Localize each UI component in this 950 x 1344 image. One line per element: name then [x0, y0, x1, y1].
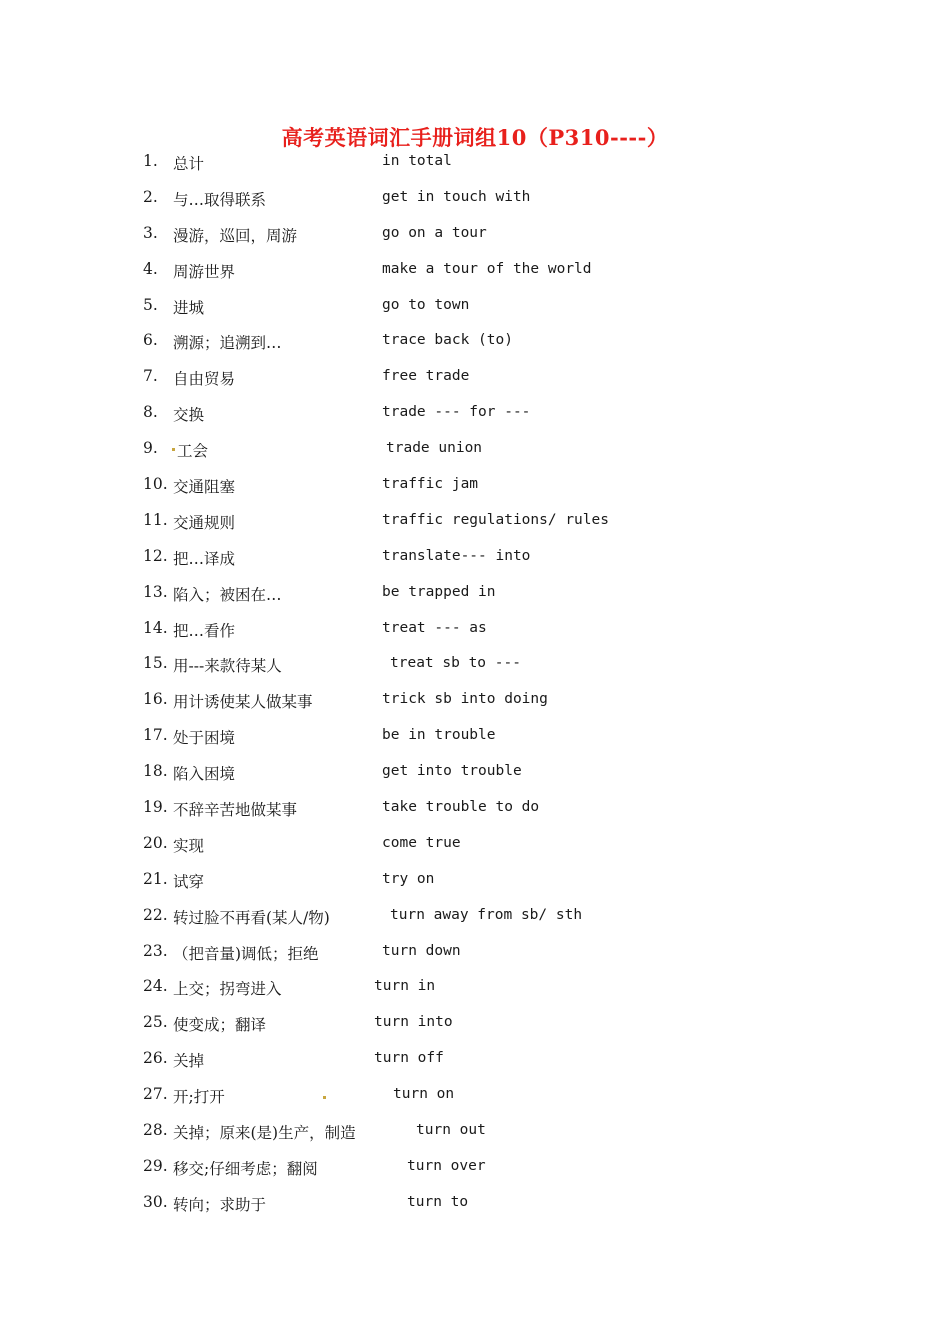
chinese-meaning: 把…看作 [173, 621, 236, 640]
chinese-meaning: 交通阻塞 [173, 478, 236, 497]
english-phrase: trick sb into doing [382, 691, 548, 708]
english-phrase: take trouble to do [382, 799, 540, 816]
list-item [0, 144, 950, 180]
chinese-meaning: 进城 [173, 298, 205, 317]
item-number: 10. [143, 475, 168, 494]
item-number: 24. [143, 977, 168, 996]
english-phrase: make a tour of the world [382, 260, 592, 277]
item-number: 9. [143, 439, 158, 458]
list-item [0, 934, 950, 970]
document-title: 高考英语词汇手册词组10（P310----） [281, 125, 669, 150]
english-phrase: turn down [382, 942, 461, 959]
item-number: 18. [143, 762, 168, 781]
list-item [0, 1077, 950, 1113]
chinese-meaning: （把音量)调低；拒绝 [173, 944, 319, 963]
english-phrase: be in trouble [382, 727, 496, 744]
list-item [0, 503, 950, 539]
chinese-meaning: 自由贸易 [173, 370, 236, 389]
item-number: 3. [143, 223, 158, 242]
list-item [0, 1149, 950, 1185]
english-phrase: turn into [374, 1014, 453, 1031]
chinese-meaning: 开;打开 [173, 1088, 225, 1107]
stray-mark [323, 1096, 326, 1099]
chinese-meaning: 交换 [173, 406, 205, 425]
chinese-meaning: 转过脸不再看(某人/物) [173, 908, 330, 927]
item-number: 2. [143, 187, 158, 206]
list-item [0, 359, 950, 395]
chinese-meaning: 用---来款待某人 [173, 657, 282, 676]
item-number: 1. [143, 152, 158, 170]
chinese-meaning: 交通规则 [173, 513, 236, 532]
english-phrase: traffic jam [382, 476, 479, 493]
item-number: 12. [143, 546, 168, 565]
item-number: 6. [143, 331, 158, 350]
english-phrase: turn in [374, 978, 436, 995]
english-phrase: trace back (to) [382, 332, 513, 349]
list-item [0, 862, 950, 898]
english-phrase: turn on [393, 1086, 455, 1103]
list-item [0, 252, 950, 288]
chinese-meaning: 试穿 [173, 872, 205, 891]
list-item [0, 754, 950, 790]
list-item [0, 216, 950, 252]
vocabulary-list [0, 144, 950, 1221]
chinese-meaning: 漫游，巡回，周游 [173, 226, 298, 245]
list-item [0, 646, 950, 682]
item-number: 27. [143, 1085, 168, 1104]
list-item [0, 682, 950, 718]
english-phrase: try on [382, 870, 435, 887]
item-number: 4. [143, 259, 158, 278]
list-item [0, 288, 950, 324]
chinese-meaning: 工会 [177, 442, 209, 461]
chinese-meaning: 处于困境 [173, 729, 236, 748]
list-item [0, 575, 950, 611]
list-item [0, 180, 950, 216]
chinese-meaning: 不辞辛苦地做某事 [173, 801, 298, 820]
item-number: 11. [143, 510, 168, 529]
chinese-meaning: 用计诱使某人做某事 [173, 693, 313, 712]
item-number: 20. [143, 833, 168, 852]
list-item [0, 431, 950, 467]
chinese-meaning: 总计 [173, 155, 205, 173]
item-number: 8. [143, 403, 158, 422]
list-item [0, 790, 950, 826]
chinese-meaning: 转向；求助于 [173, 1195, 267, 1214]
item-number: 25. [143, 1013, 168, 1032]
english-phrase: go to town [382, 296, 470, 313]
english-phrase: turn away from sb/ sth [390, 906, 583, 923]
english-phrase: treat --- as [382, 619, 487, 636]
english-phrase: treat sb to --- [390, 655, 521, 672]
english-phrase: turn to [407, 1193, 469, 1210]
chinese-meaning: 溯源；追溯到… [173, 334, 282, 353]
english-phrase: get in touch with [382, 188, 531, 205]
list-item [0, 898, 950, 934]
english-phrase: turn over [407, 1157, 486, 1174]
item-number: 22. [143, 905, 168, 924]
list-item [0, 323, 950, 359]
chinese-meaning: 陷入困境 [173, 765, 236, 784]
item-number: 23. [143, 941, 168, 960]
list-item [0, 826, 950, 862]
item-number: 5. [143, 295, 158, 314]
chinese-meaning: 上交；拐弯进入 [173, 980, 282, 999]
item-number: 17. [143, 726, 168, 745]
item-number: 14. [143, 618, 168, 637]
chinese-meaning: 把…译成 [173, 549, 236, 568]
english-phrase: get into trouble [382, 763, 522, 780]
chinese-meaning: 与…取得联系 [173, 190, 267, 209]
list-item [0, 969, 950, 1005]
item-number: 16. [143, 690, 168, 709]
item-number: 7. [143, 367, 158, 386]
chinese-meaning: 陷入；被困在… [173, 585, 282, 604]
item-number: 21. [143, 869, 168, 888]
item-number: 30. [143, 1192, 168, 1211]
list-item [0, 467, 950, 503]
english-phrase: come true [382, 834, 461, 851]
chinese-meaning: 关掉；原来(是)生产，制造 [173, 1124, 356, 1143]
item-number: 15. [143, 654, 168, 673]
list-item [0, 539, 950, 575]
list-item [0, 1005, 950, 1041]
english-phrase: be trapped in [382, 583, 496, 600]
chinese-meaning: 关掉 [173, 1052, 205, 1071]
list-item [0, 611, 950, 647]
english-phrase: in total [382, 153, 452, 169]
chinese-meaning: 移交;仔细考虑；翻阅 [173, 1159, 318, 1178]
list-item [0, 718, 950, 754]
item-number: 26. [143, 1049, 168, 1068]
item-number: 19. [143, 798, 168, 817]
english-phrase: go on a tour [382, 224, 487, 241]
item-number: 29. [143, 1156, 168, 1175]
chinese-meaning: 周游世界 [173, 262, 236, 281]
item-number: 28. [143, 1121, 168, 1140]
chinese-meaning: 实现 [173, 836, 205, 855]
list-item [0, 1041, 950, 1077]
list-item [0, 395, 950, 431]
item-number: 13. [143, 582, 168, 601]
english-phrase: translate--- into [382, 547, 531, 564]
english-phrase: free trade [382, 368, 470, 385]
english-phrase: traffic regulations/ rules [382, 511, 609, 528]
english-phrase: trade --- for --- [382, 404, 531, 421]
stray-mark [172, 448, 175, 451]
chinese-meaning: 使变成；翻译 [173, 1016, 267, 1035]
english-phrase: turn out [416, 1122, 486, 1139]
english-phrase: trade union [386, 440, 483, 457]
list-item [0, 1113, 950, 1149]
english-phrase: turn off [374, 1050, 444, 1067]
list-item [0, 1185, 950, 1221]
